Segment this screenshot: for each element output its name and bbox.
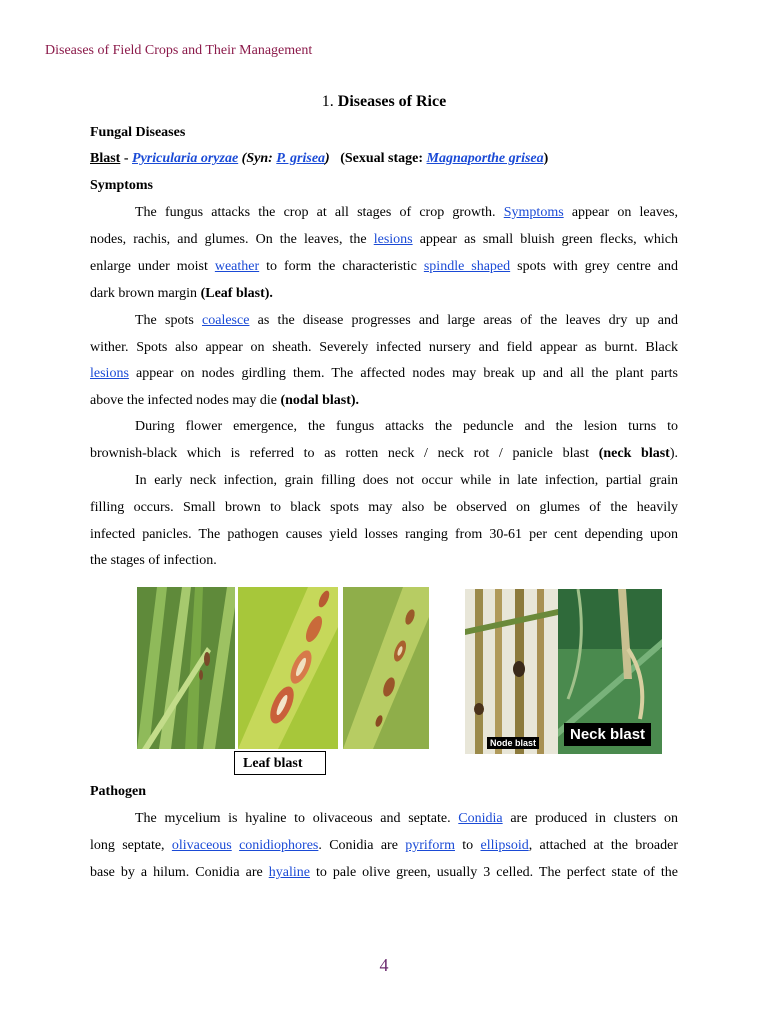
term-link[interactable]: weather [214,259,260,274]
disease-name: Blast [90,151,121,166]
term-link[interactable]: spindle shaped [423,259,511,274]
text-span: spots with grey centre and [510,259,678,274]
sexual-stage-link[interactable]: Magnaporthe grisea [426,151,544,166]
text-line [90,311,678,331]
text-span: to form the characteristic [259,259,424,274]
term-link[interactable]: coalesce [202,313,250,328]
term-link[interactable]: lesions [90,366,129,381]
text-line [90,417,678,437]
text-span: appear on leaves, [563,205,678,220]
syn-prefix: (Syn: [238,151,277,166]
text-span: base by a hilum. Conidia are [90,865,269,880]
term-link[interactable]: lesions [373,232,413,247]
dash: - [120,151,133,166]
chapter-number: 1. [321,93,334,110]
text-line [90,444,678,464]
neck-blast-photo [558,589,662,754]
text-line [90,809,678,829]
text-line [90,836,678,856]
text-line [90,364,678,384]
leaf-blast-photo-3 [343,587,429,749]
text-span [232,838,239,853]
term-link[interactable]: hyaline [268,865,310,880]
text-span: infected panicles. The pathogen causes yield losses ranging from 30-61 per cent depending upon [90,527,678,542]
text-span: appear as small bluish green flecks, which [412,232,678,247]
leaf-blast-photo-2 [238,587,338,749]
leaf-blast-photo-1 [137,587,235,749]
text-line [90,257,678,277]
text-span: dark brown margin [90,286,201,301]
text-line [90,338,678,358]
text-line [90,525,678,545]
text-span: are produced in clusters on [502,811,679,826]
text-span: as the disease progresses and large areas of the leaves dry up and [249,313,678,328]
sexual-prefix: (Sexual stage: [340,151,427,166]
bold-term: (neck blast [598,446,670,461]
running-header: Diseases of Field Crops and Their Management [45,43,313,58]
text-span: to pale olive green, usually 3 celled. The perfect state of the [309,865,678,880]
sexual-close: ) [543,151,549,166]
text-span: ). [669,446,679,461]
blast-heading [90,149,678,169]
text-span: , attached at the broader [528,838,679,853]
term-link[interactable]: Symptoms [503,205,564,220]
synonym-link[interactable]: P. grisea [276,151,326,166]
text-line [90,863,678,883]
section-heading: Fungal Diseases [90,125,186,140]
node-blast-photo [465,589,558,754]
text-span: filling occurs. Small brown to black spots may also be observed on glumes of the heavily [90,500,678,515]
text-line [90,498,678,518]
pathogen-link[interactable]: Pyricularia oryzae [132,151,239,166]
text-span: enlarge under moist [90,259,215,274]
pathogen-heading: Pathogen [90,784,146,799]
term-link[interactable]: olivaceous [171,838,232,853]
chapter-title [0,93,768,111]
text-span: above the infected nodes may die [90,393,281,408]
text-line [90,230,678,250]
text-span: appear on nodes girdling them. The affected nodes may break up and all the plant parts [128,366,678,381]
text-span: The spots [135,313,203,328]
text-span: During flower emergence, the fungus attacks the peduncle and the lesion turns to [135,419,678,434]
text-span: nodes, rachis, and glumes. On the leaves, the [90,232,374,247]
bold-term: (Leaf blast). [200,286,273,301]
node-blast-label: Node blast [487,737,539,749]
term-link[interactable]: ellipsoid [480,838,529,853]
text-span: The mycelium is hyaline to olivaceous and septate. [135,811,459,826]
page-number: 4 [379,955,389,975]
bold-term: (nodal blast). [280,393,360,408]
leaf-blast-caption: Leaf blast [234,751,326,775]
text-line [90,391,678,411]
text-span: the stages of infection. [90,553,217,568]
symptoms-heading: Symptoms [90,178,154,193]
term-link[interactable]: pyriform [405,838,455,853]
syn-close: ) [325,151,330,166]
text-span: The fungus attacks the crop at all stages of crop growth. [135,205,504,220]
term-link[interactable]: Conidia [458,811,503,826]
text-line [90,471,678,491]
text-span: wither. Spots also appear on sheath. Severely infected nursery and field appear as burnt. Black [90,340,678,355]
text-span: brownish-black which is referred to as rotten neck / neck rot / panicle blast [90,446,599,461]
text-span: In early neck infection, grain filling does not occur while in late infection, partial grain [135,473,678,488]
text-span: to [454,838,481,853]
neck-blast-label: Neck blast [564,723,651,746]
text-span: . Conidia are [318,838,406,853]
text-line [90,551,678,571]
text-line [90,284,678,304]
text-span: long septate, [90,838,172,853]
chapter-title-text: Diseases of Rice [337,93,447,110]
text-line [90,203,678,223]
term-link[interactable]: conidiophores [239,838,319,853]
